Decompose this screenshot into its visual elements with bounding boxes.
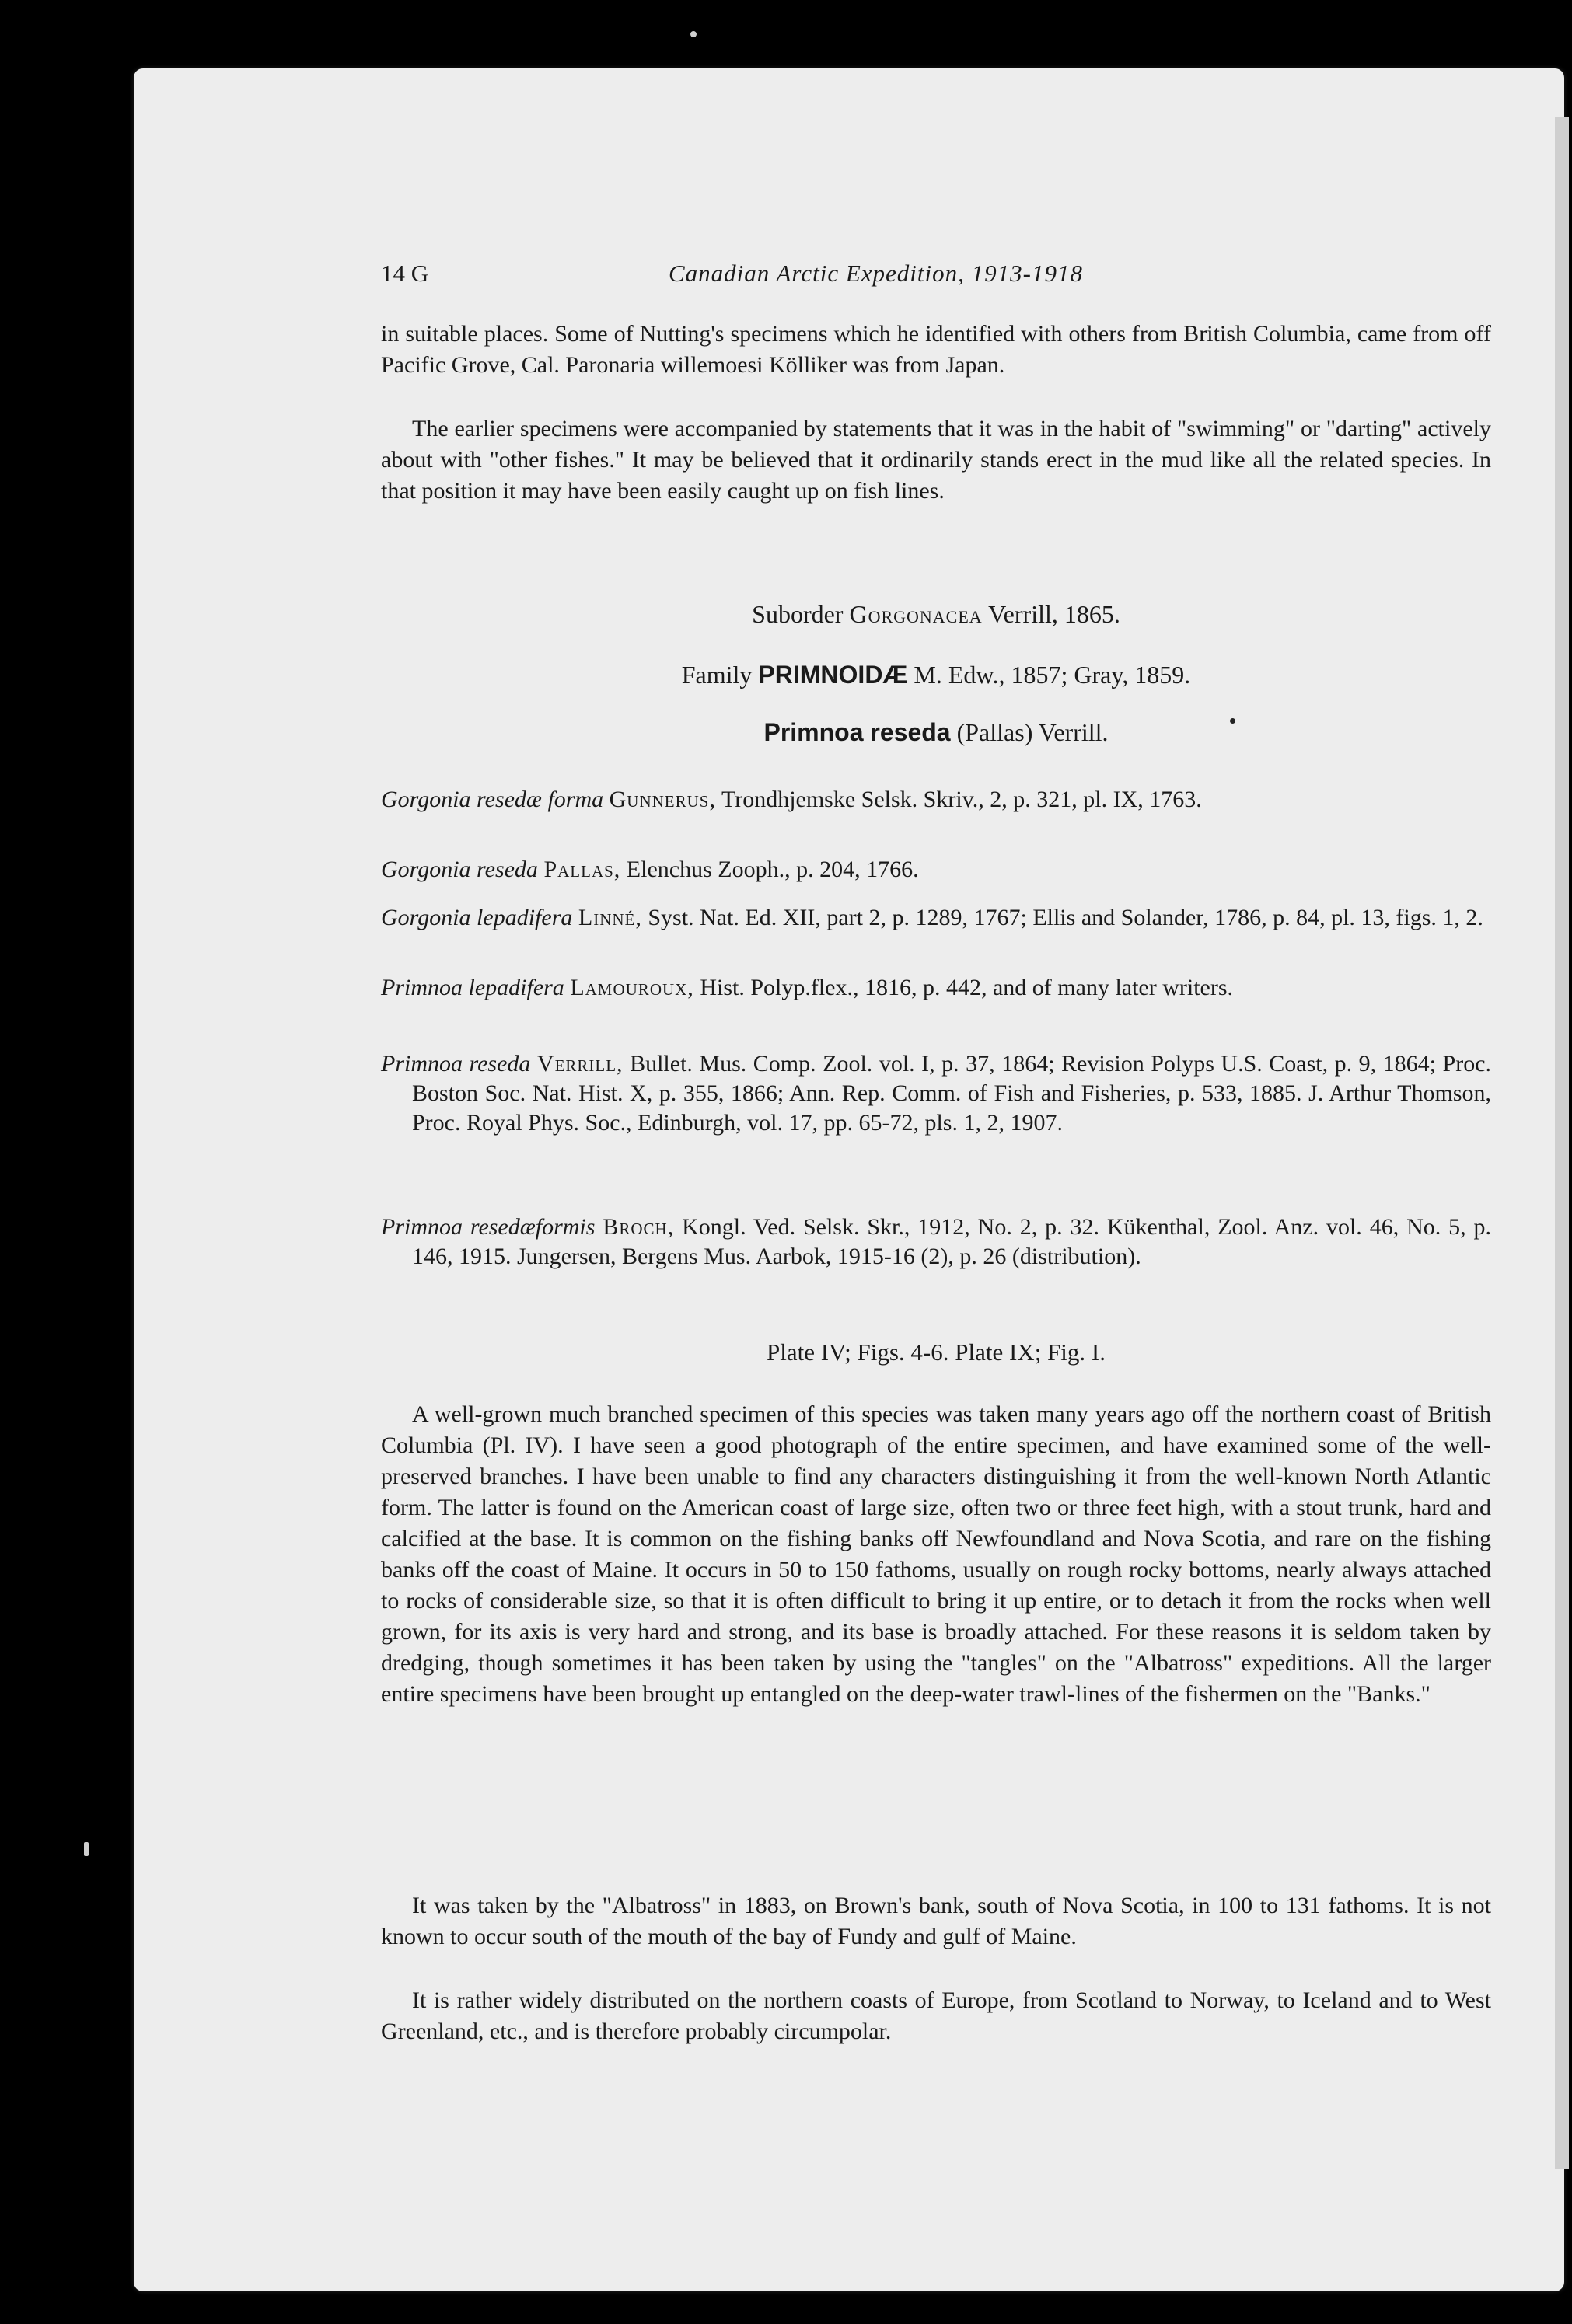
running-title: Canadian Arctic Expedition, 1913-1918 bbox=[669, 260, 1083, 287]
stray-dot bbox=[1230, 718, 1235, 724]
synonym-citation: Syst. Nat. Ed. XII, part 2, p. 1289, 1767; Ellis and Solander, 1786, p. 84, pl. 13, figs. 1, 2. bbox=[648, 905, 1483, 930]
synonym-author: Broch, bbox=[603, 1214, 675, 1240]
suborder-prefix: Suborder bbox=[752, 600, 844, 628]
synonym-author: Lamouroux, bbox=[570, 975, 694, 1000]
body-paragraph-1: A well-grown much branched specimen of this species was taken many years ago off the northern coast of British Columbia (Pl. IV). I have seen a good photograph of the entire specimen, and have examined some of the well-preserved branches. I have been unable to find any characters distinguishing it from the well-known North Atlantic form. The latter is found on the American coast of large size, often two or three feet high, with a stout trunk, hard and calcified at the base. It is common on the fishing banks off Newfoundland and Nova Scotia, and rare on the fishing banks off the coast of Maine. It occurs in 50 to 150 fathoms, usually on rough rocky bottoms, nearly always attached to rocks of considerable size, so that it is often difficult to bring it up entire, or to detach it from the rocks when well grown, for its axis is very hard and strong, and its base is broadly attached. For these reasons it is seldom taken by dredging, though sometimes it has been taken by using the "tangles" on the "Albatross" expeditions. All the larger entire specimens have been brought up entangled on the deep-water trawl-lines of the fishermen on the "Banks." bbox=[381, 1401, 1491, 1707]
family-name: PRIMNOIDÆ bbox=[758, 661, 908, 689]
suborder-name: Gorgonacea bbox=[849, 600, 983, 628]
synonym-taxon: Primnoa resedæformis bbox=[381, 1214, 596, 1240]
synonymy-entry bbox=[381, 973, 1491, 1003]
synonym-author: Gunnerus, bbox=[609, 787, 716, 812]
synonymy-entry bbox=[381, 785, 1491, 815]
synonym-taxon: Gorgonia lepadifera bbox=[381, 905, 573, 930]
synonymy-entry bbox=[381, 855, 1491, 885]
synonym-taxon: Primnoa lepadifera bbox=[381, 975, 564, 1000]
synonym-taxon: Primnoa reseda bbox=[381, 1051, 531, 1077]
species-name: Primnoa reseda bbox=[763, 718, 951, 746]
suborder-author: Verrill, 1865. bbox=[988, 600, 1120, 628]
synonym-author: Linné, bbox=[578, 905, 642, 930]
synonym-taxon: Gorgonia resedæ forma bbox=[381, 787, 604, 812]
page-number: 14 G bbox=[381, 260, 429, 287]
film-speck bbox=[84, 1842, 89, 1856]
film-speck bbox=[690, 31, 697, 37]
synonymy-entry bbox=[381, 903, 1491, 933]
synonym-citation: Bullet. Mus. Comp. Zool. vol. I, p. 37, 1864; Revision Polyps U.S. Coast, p. 9, 1864; Proc. Boston Soc. Nat. Hist. X, p. 355, 1866; Ann. Rep. Comm. of Fish and Fisheries, p. 533, 1885. J. Arthur Thomson, Proc. Royal Phys. Soc., Edinburgh, vol. 17, pp. 65-72, pls. 1, 2, 1907. bbox=[412, 1051, 1492, 1136]
intro-paragraph-2: The earlier specimens were accompanied by statements that it was in the habit of "swimming" or "darting" actively about with "other fishes." It may be believed that it ordinarily stands erect in the mud like all the related species. In that position it may have been easily caught up on fish lines. bbox=[381, 416, 1491, 504]
synonym-author: Verrill, bbox=[536, 1051, 624, 1077]
family-author: M. Edw., 1857; Gray, 1859. bbox=[914, 661, 1191, 689]
species-heading bbox=[381, 718, 1491, 747]
suborder-heading bbox=[381, 600, 1491, 629]
synonym-author: Pallas, bbox=[543, 857, 621, 882]
body-paragraph-3: It is rather widely distributed on the northern coasts of Europe, from Scotland to Norway, to Iceland and to West Greenland, etc., and is therefore probably circumpolar. bbox=[381, 1987, 1491, 2044]
intro-paragraph-1: in suitable places. Some of Nutting's specimens which he identified with others from British Columbia, came from off Pacific Grove, Cal. Paronaria willemoesi Kölliker was from Japan. bbox=[381, 321, 1491, 378]
synonym-taxon: Gorgonia reseda bbox=[381, 857, 538, 882]
synonym-citation: Trondhjemske Selsk. Skriv., 2, p. 321, pl. IX, 1763. bbox=[721, 787, 1202, 812]
family-prefix: Family bbox=[681, 661, 753, 689]
synonym-citation: Elenchus Zooph., p. 204, 1766. bbox=[626, 857, 919, 882]
page-sheet bbox=[134, 68, 1564, 2291]
plate-reference: Plate IV; Figs. 4-6. Plate IX; Fig. I. bbox=[767, 1338, 1106, 1366]
synonym-citation: Kongl. Ved. Selsk. Skr., 1912, No. 2, p. 32. Kükenthal, Zool. Anz. vol. 46, No. 5, p. 146, 1915. Jungersen, Bergens Mus. Aarbok, 1915-16 (2), p. 26 (distribution). bbox=[412, 1214, 1492, 1269]
synonymy-entry bbox=[381, 1049, 1491, 1138]
synonym-citation: Hist. Polyp.flex., 1816, p. 442, and of many later writers. bbox=[700, 975, 1234, 1000]
species-author: (Pallas) Verrill. bbox=[956, 718, 1109, 746]
family-heading bbox=[381, 661, 1491, 689]
body-paragraph-2: It was taken by the "Albatross" in 1883, on Brown's bank, south of Nova Scotia, in 100 to 131 fathoms. It is not known to occur south of the mouth of the bay of Fundy and gulf of Maine. bbox=[381, 1893, 1491, 1949]
synonymy-entry bbox=[381, 1213, 1491, 1272]
book-spine-edge bbox=[1555, 117, 1569, 2169]
